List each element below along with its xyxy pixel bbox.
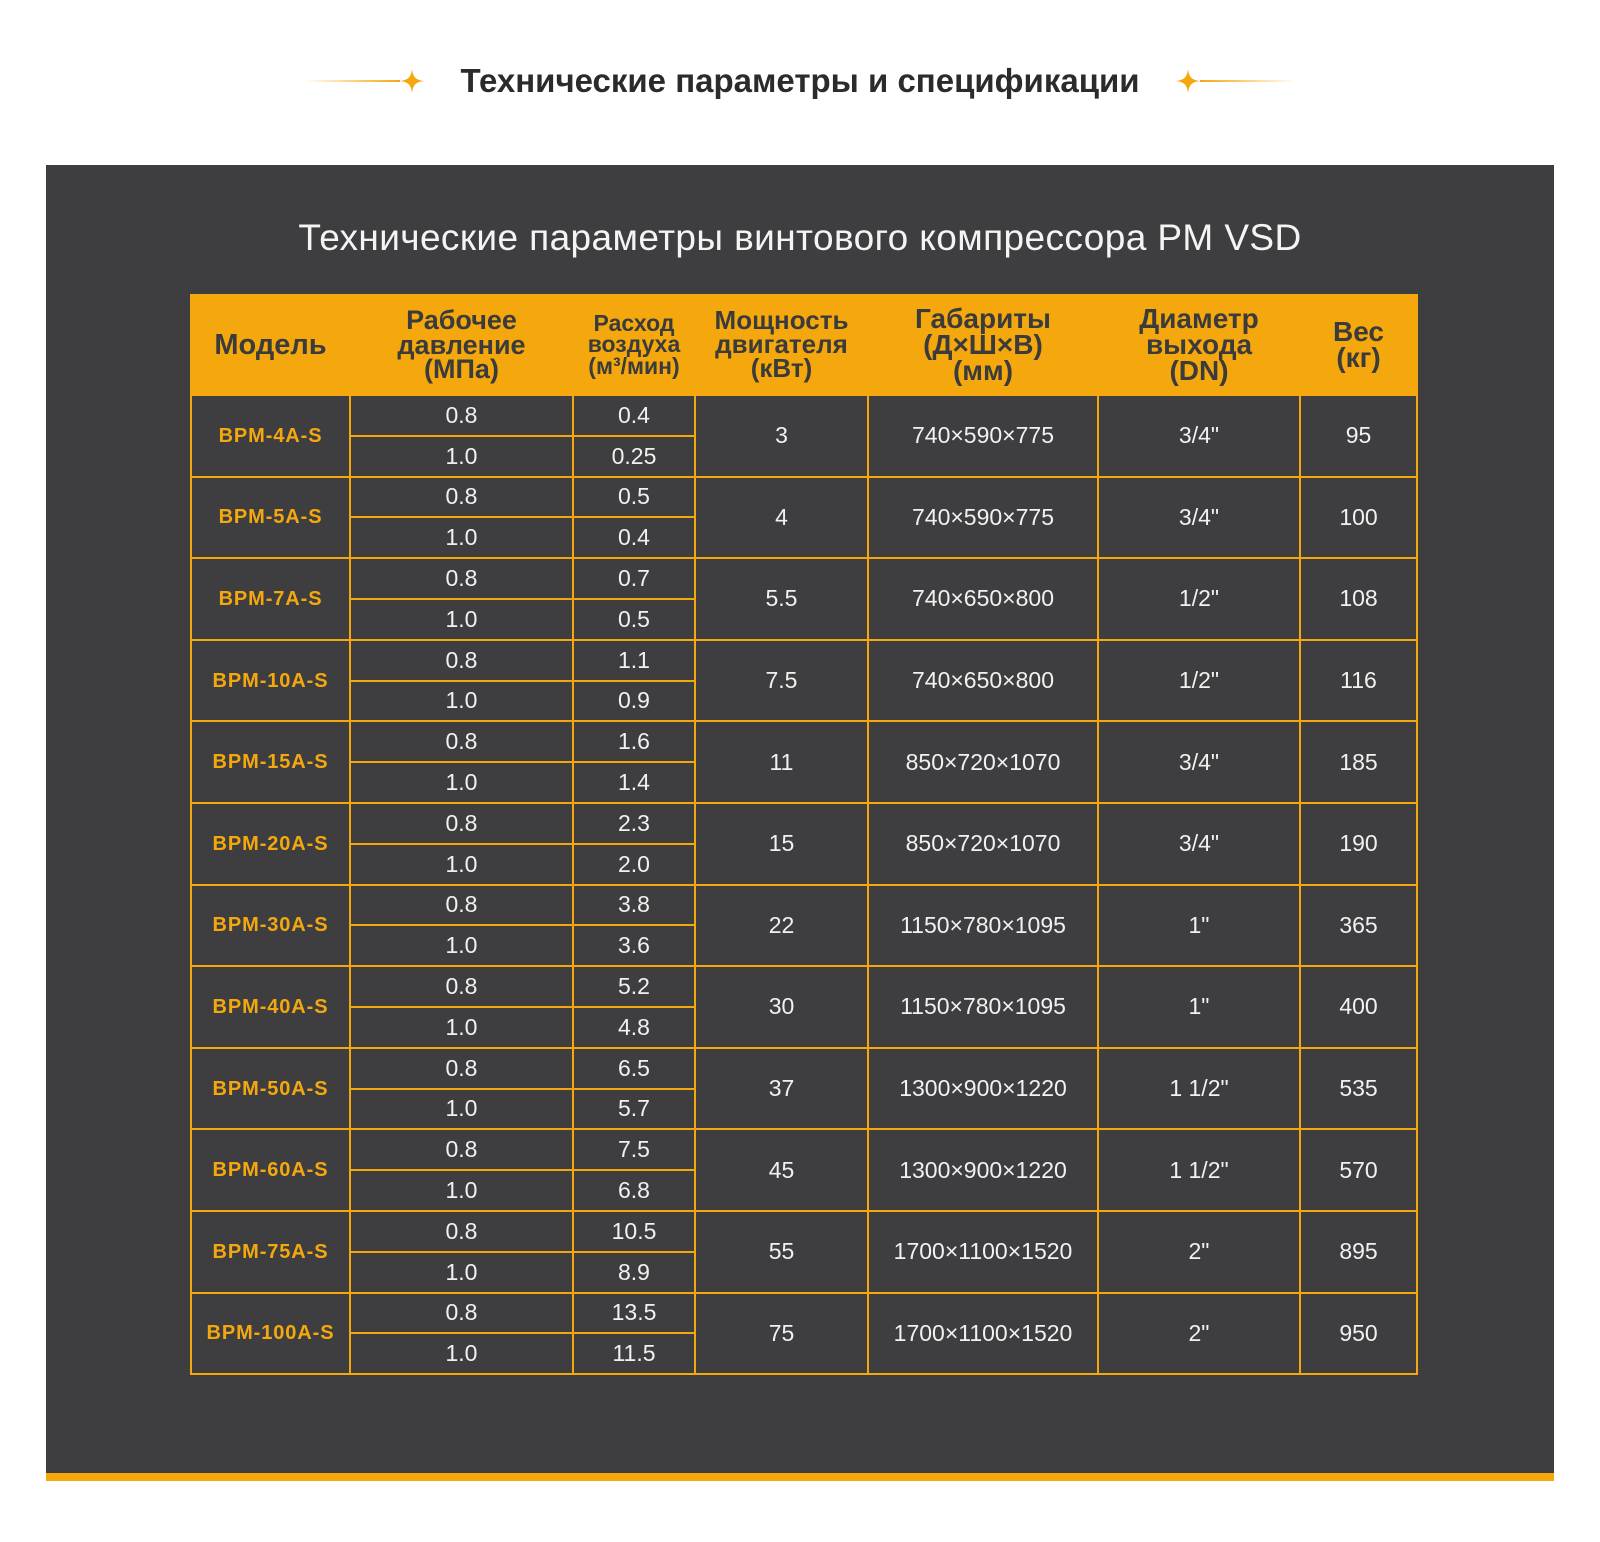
table-header: [191, 295, 1417, 395]
header-label: (кВт): [750, 352, 813, 383]
table-body: [191, 395, 1417, 1374]
model-cell: BPM-10A-S: [191, 640, 350, 722]
outlet-cell: 3/4": [1098, 803, 1300, 885]
pressure-cell: 1.0: [350, 1333, 573, 1374]
star-icon: [400, 69, 424, 93]
header-label: (МПа): [424, 354, 499, 385]
model-cell: BPM-50A-S: [191, 1048, 350, 1130]
air-flow-cell: 8.9: [573, 1252, 695, 1293]
pressure-cell: 0.8: [350, 640, 573, 681]
header-label: давление: [397, 329, 526, 360]
outlet-cell: 1/2": [1098, 558, 1300, 640]
model-cell: BPM-100A-S: [191, 1293, 350, 1375]
pressure-cell: 0.8: [350, 1129, 573, 1170]
air-flow-cell: 0.5: [573, 599, 695, 640]
weight-cell: 108: [1300, 558, 1417, 640]
outlet-cell: 1/2": [1098, 640, 1300, 722]
pressure-cell: 0.8: [350, 558, 573, 599]
model-cell: BPM-4A-S: [191, 395, 350, 477]
weight-cell: 100: [1300, 477, 1417, 559]
air-flow-cell: 0.9: [573, 681, 695, 722]
pressure-cell: 0.8: [350, 1293, 573, 1334]
power-cell: 55: [695, 1211, 868, 1293]
header-row: [191, 295, 1417, 395]
air-flow-cell: 0.7: [573, 558, 695, 599]
outlet-cell: 3/4": [1098, 721, 1300, 803]
spec-panel: [46, 165, 1554, 1481]
pressure-cell: 0.8: [350, 803, 573, 844]
model-cell: BPM-40A-S: [191, 966, 350, 1048]
header-label: (Д×Ш×В): [923, 329, 1043, 361]
air-flow-cell: 3.6: [573, 925, 695, 966]
air-flow-cell: 3.8: [573, 885, 695, 926]
power-cell: 5.5: [695, 558, 868, 640]
header-label: двигателя: [715, 329, 848, 360]
pressure-cell: 1.0: [350, 844, 573, 885]
weight-cell: 895: [1300, 1211, 1417, 1293]
power-cell: 11: [695, 721, 868, 803]
table-row: [191, 477, 1417, 518]
header-cell-air-flow: [573, 295, 695, 395]
page-title: Технические параметры и спецификации: [460, 62, 1140, 99]
header-label: (мм): [952, 354, 1014, 386]
table-row: [191, 640, 1417, 681]
air-flow-cell: 0.4: [573, 517, 695, 558]
header-label: Вес: [1333, 316, 1384, 348]
air-flow-cell: 1.1: [573, 640, 695, 681]
air-flow-cell: 10.5: [573, 1211, 695, 1252]
table-row: [191, 1048, 1417, 1089]
model-cell: BPM-60A-S: [191, 1129, 350, 1211]
power-cell: 22: [695, 885, 868, 967]
table-row: [191, 1211, 1417, 1252]
pressure-cell: 1.0: [350, 1089, 573, 1130]
power-cell: 15: [695, 803, 868, 885]
header-label: (м³/мин): [588, 352, 680, 379]
table-row: [191, 803, 1417, 844]
air-flow-cell: 2.0: [573, 844, 695, 885]
right-divider-line: [1200, 80, 1296, 82]
pressure-cell: 0.8: [350, 966, 573, 1007]
outlet-cell: 1 1/2": [1098, 1048, 1300, 1130]
table-row: [191, 1293, 1417, 1334]
dimensions-cell: 740×650×800: [868, 558, 1098, 640]
spec-table: [190, 294, 1418, 1375]
pressure-cell: 1.0: [350, 517, 573, 558]
power-cell: 4: [695, 477, 868, 559]
air-flow-cell: 11.5: [573, 1333, 695, 1374]
header-label: Модель: [214, 328, 327, 361]
power-cell: 75: [695, 1293, 868, 1375]
header-label: воздуха: [587, 331, 681, 358]
model-cell: BPM-7A-S: [191, 558, 350, 640]
header-label: Мощность: [714, 305, 849, 336]
pressure-cell: 1.0: [350, 681, 573, 722]
outlet-cell: 3/4": [1098, 477, 1300, 559]
header-cell-outlet: [1098, 295, 1300, 395]
outlet-cell: 2": [1098, 1293, 1300, 1375]
air-flow-cell: 5.2: [573, 966, 695, 1007]
outlet-cell: 1 1/2": [1098, 1129, 1300, 1211]
model-cell: BPM-20A-S: [191, 803, 350, 885]
header-label: Габариты: [915, 303, 1051, 335]
weight-cell: 365: [1300, 885, 1417, 967]
outlet-cell: 3/4": [1098, 395, 1300, 477]
header-label: выхода: [1145, 329, 1253, 361]
header-label: Диаметр: [1139, 303, 1259, 335]
air-flow-cell: 7.5: [573, 1129, 695, 1170]
pressure-cell: 1.0: [350, 436, 573, 477]
table-row: [191, 395, 1417, 436]
dimensions-cell: 740×590×775: [868, 477, 1098, 559]
pressure-cell: 1.0: [350, 1252, 573, 1293]
dimensions-cell: 1700×1100×1520: [868, 1211, 1098, 1293]
pressure-cell: 0.8: [350, 721, 573, 762]
table-row: [191, 966, 1417, 1007]
model-cell: BPM-75A-S: [191, 1211, 350, 1293]
star-icon: [1176, 69, 1200, 93]
pressure-cell: 1.0: [350, 762, 573, 803]
dimensions-cell: 850×720×1070: [868, 721, 1098, 803]
power-cell: 3: [695, 395, 868, 477]
air-flow-cell: 0.25: [573, 436, 695, 477]
header-cell-pressure: [350, 295, 573, 395]
air-flow-cell: 13.5: [573, 1293, 695, 1334]
dimensions-cell: 1300×900×1220: [868, 1129, 1098, 1211]
header-cell-power: [695, 295, 868, 395]
weight-cell: 570: [1300, 1129, 1417, 1211]
air-flow-cell: 1.6: [573, 721, 695, 762]
table-row: [191, 885, 1417, 926]
pressure-cell: 0.8: [350, 1211, 573, 1252]
table-row: [191, 558, 1417, 599]
air-flow-cell: 5.7: [573, 1089, 695, 1130]
header-cell-dimensions: [868, 295, 1098, 395]
outlet-cell: 1": [1098, 966, 1300, 1048]
pressure-cell: 0.8: [350, 885, 573, 926]
left-divider-line: [304, 80, 400, 82]
table-row: [191, 1129, 1417, 1170]
panel-subtitle: Технические параметры винтового компрессора PM VSD: [298, 217, 1302, 258]
weight-cell: 116: [1300, 640, 1417, 722]
header-label: (DN): [1169, 354, 1229, 386]
air-flow-cell: 2.3: [573, 803, 695, 844]
dimensions-cell: 850×720×1070: [868, 803, 1098, 885]
dimensions-cell: 1300×900×1220: [868, 1048, 1098, 1130]
model-cell: BPM-15A-S: [191, 721, 350, 803]
weight-cell: 190: [1300, 803, 1417, 885]
weight-cell: 95: [1300, 395, 1417, 477]
pressure-cell: 1.0: [350, 925, 573, 966]
power-cell: 45: [695, 1129, 868, 1211]
power-cell: 30: [695, 966, 868, 1048]
outlet-cell: 2": [1098, 1211, 1300, 1293]
header-cell-weight: [1300, 295, 1417, 395]
pressure-cell: 1.0: [350, 599, 573, 640]
air-flow-cell: 1.4: [573, 762, 695, 803]
outlet-cell: 1": [1098, 885, 1300, 967]
page-header: [0, 56, 1600, 106]
header-label: Расход: [593, 310, 675, 337]
pressure-cell: 1.0: [350, 1170, 573, 1211]
header-cell-model: [191, 295, 350, 395]
air-flow-cell: 4.8: [573, 1007, 695, 1048]
air-flow-cell: 0.4: [573, 395, 695, 436]
pressure-cell: 0.8: [350, 477, 573, 518]
pressure-cell: 0.8: [350, 395, 573, 436]
model-cell: BPM-30A-S: [191, 885, 350, 967]
dimensions-cell: 740×590×775: [868, 395, 1098, 477]
air-flow-cell: 6.8: [573, 1170, 695, 1211]
weight-cell: 400: [1300, 966, 1417, 1048]
power-cell: 7.5: [695, 640, 868, 722]
dimensions-cell: 740×650×800: [868, 640, 1098, 722]
air-flow-cell: 6.5: [573, 1048, 695, 1089]
power-cell: 37: [695, 1048, 868, 1130]
pressure-cell: 1.0: [350, 1007, 573, 1048]
header-label: (кг): [1336, 342, 1381, 373]
header-label: Рабочее: [406, 304, 517, 335]
dimensions-cell: 1700×1100×1520: [868, 1293, 1098, 1375]
air-flow-cell: 0.5: [573, 477, 695, 518]
weight-cell: 950: [1300, 1293, 1417, 1375]
table-row: [191, 721, 1417, 762]
dimensions-cell: 1150×780×1095: [868, 885, 1098, 967]
weight-cell: 535: [1300, 1048, 1417, 1130]
weight-cell: 185: [1300, 721, 1417, 803]
dimensions-cell: 1150×780×1095: [868, 966, 1098, 1048]
pressure-cell: 0.8: [350, 1048, 573, 1089]
model-cell: BPM-5A-S: [191, 477, 350, 559]
